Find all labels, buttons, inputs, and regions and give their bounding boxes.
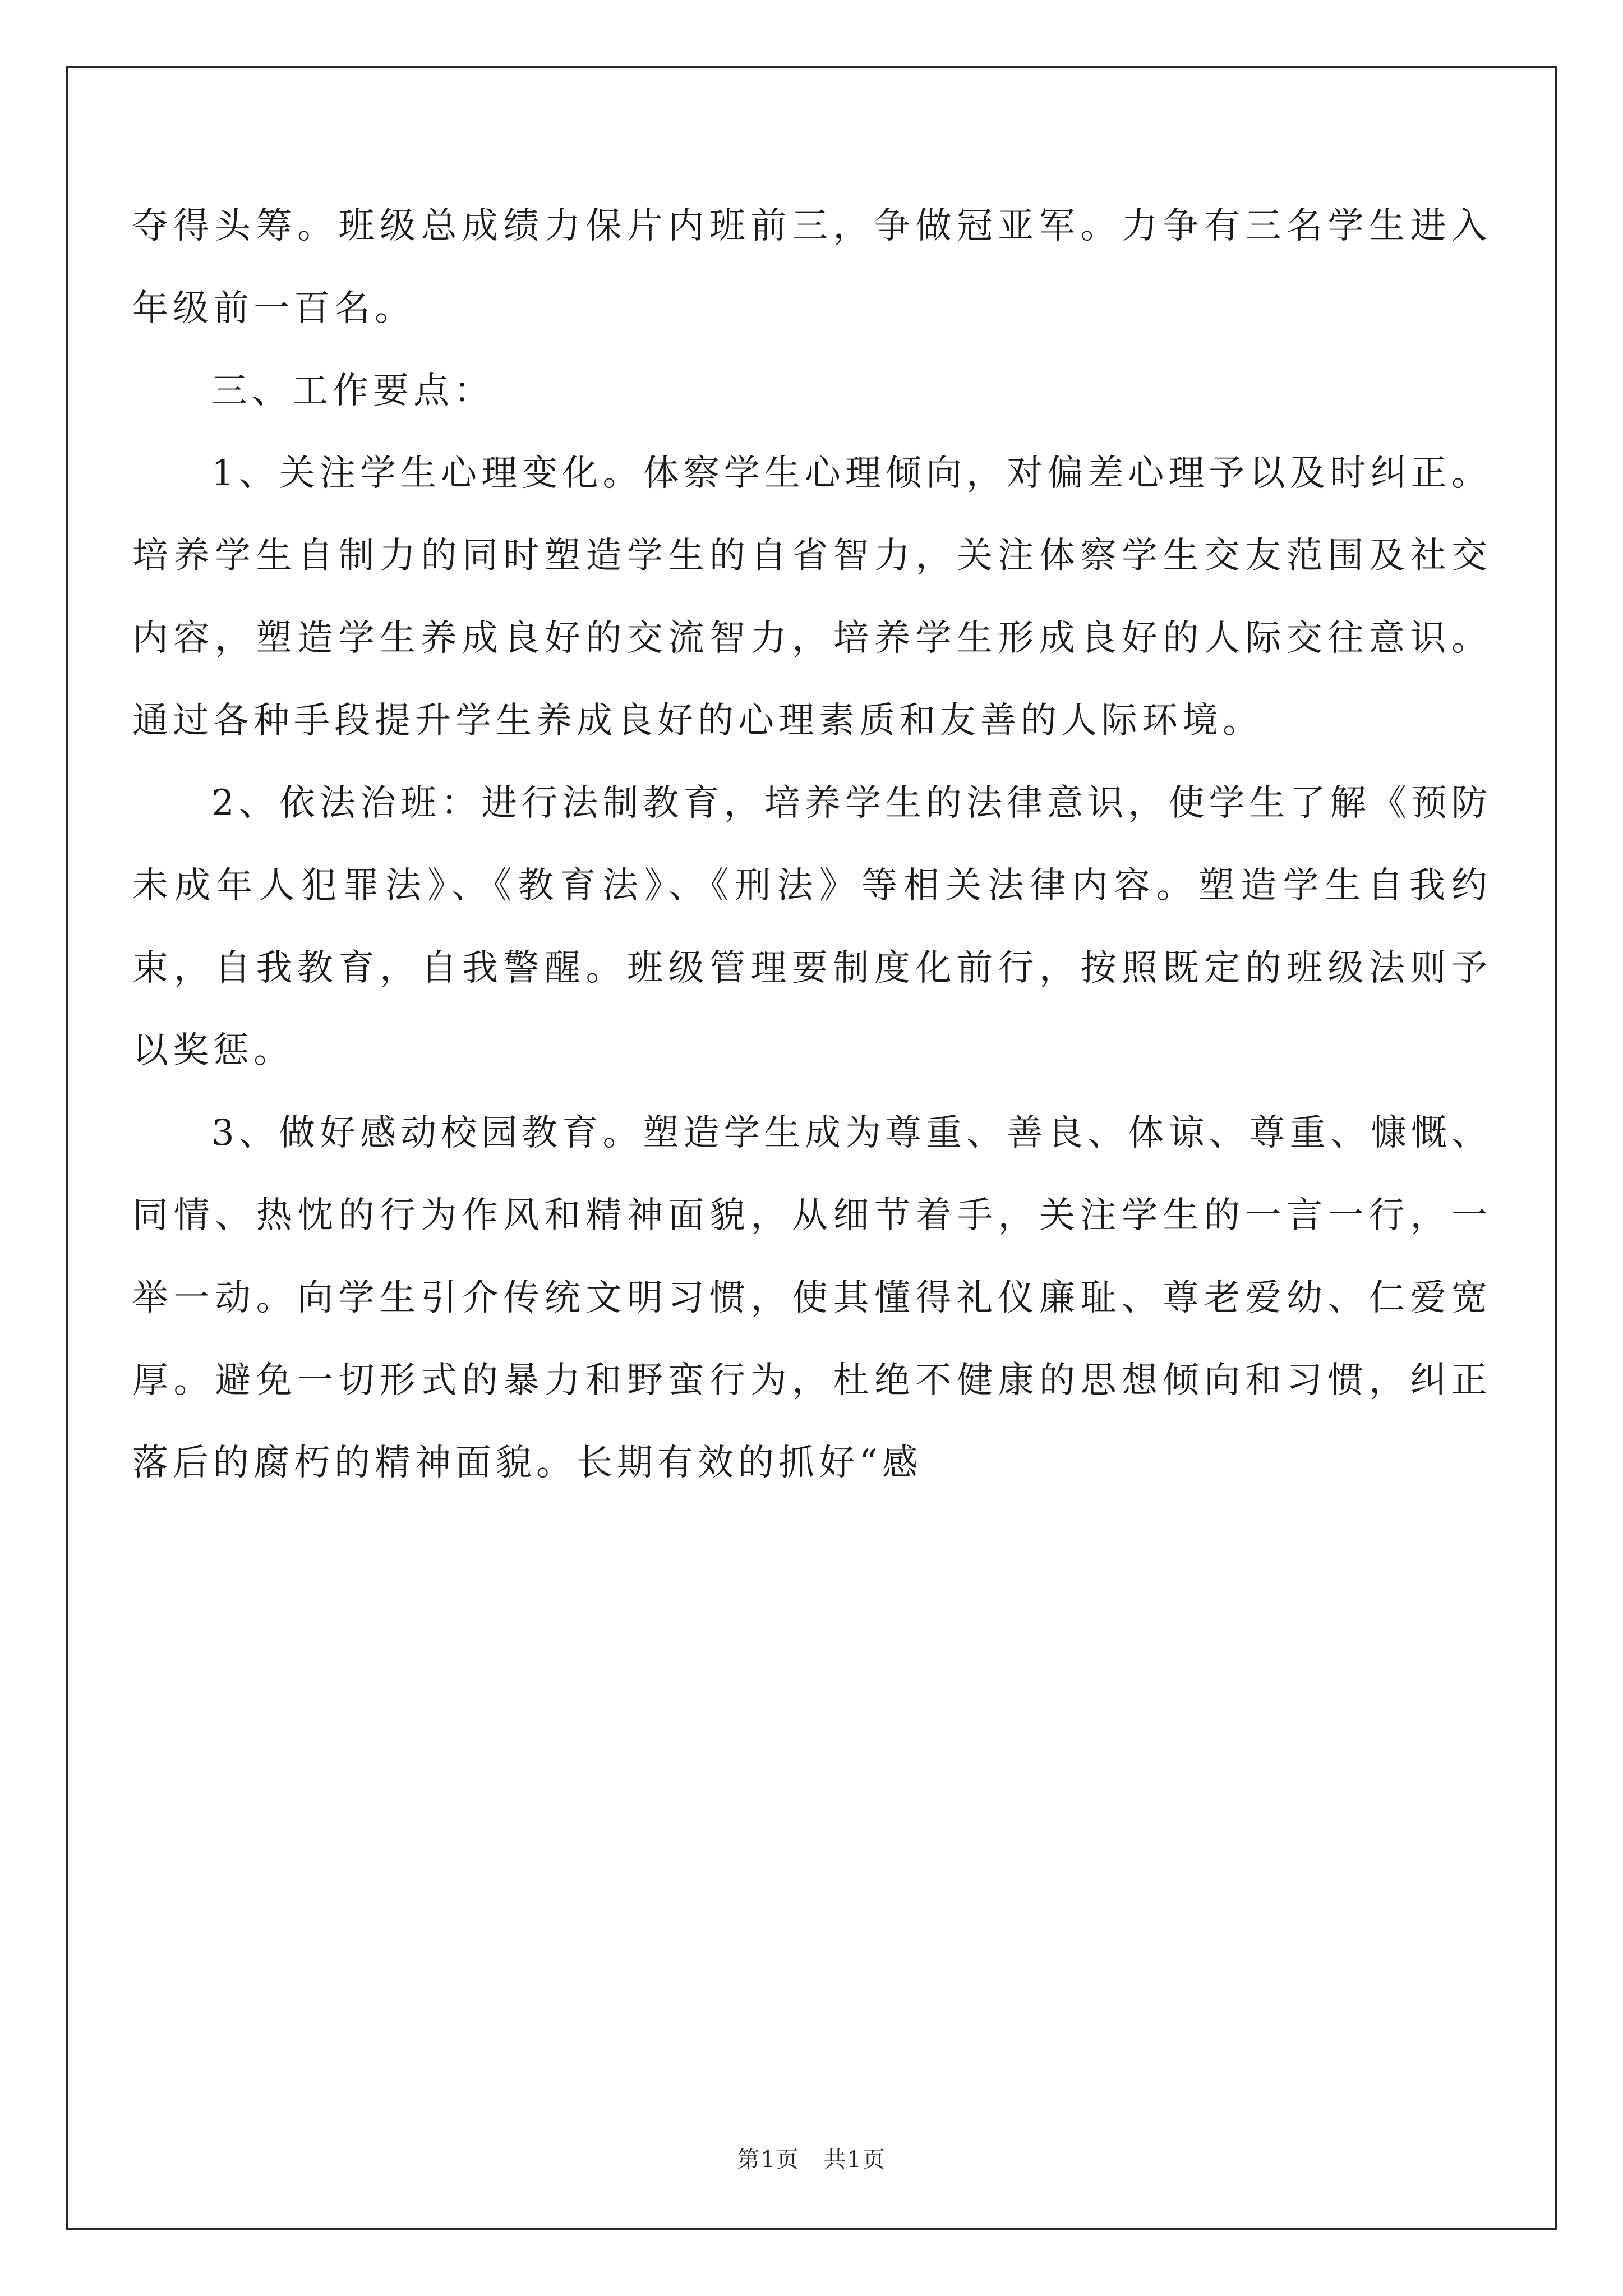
page-total: 共1页 [823,2147,886,2173]
paragraph-rule-of-law: 2、依法治班：进行法制教育，培养学生的法律意识，使学生了解《预防未成年人犯罪法》、《教育法》、《刑法》等相关法律内容。塑造学生自我约束，自我教育，自我警醒。班级管理要制度化前行，按照既定的班级法则予以奖惩。 [132,783,1492,1071]
page-number: 第1页 [737,2147,800,2173]
page-footer [0,2143,1623,2177]
paragraph-psychology: 1、关注学生心理变化。体察学生心理倾向，对偏差心理予以及时纠正。培养学生自制力的同时塑造学生的自省智力，关注体察学生交友范围及社交内容，塑造学生养成良好的交流智力，培养学生形成良好的人际交往意识。通过各种手段提升学生养成良好的心理素质和友善的人际环境。 [132,453,1492,742]
paragraph-1: 夺得头筹。班级总成绩力保片内班前三，争做冠亚军。力争有三名学生进入年级前一百名。 [132,205,1492,329]
paragraph-campus-education: 3、做好感动校园教育。塑造学生成为尊重、善良、体谅、尊重、慷慨、同情、热忱的行为作风和精神面貌，从细节着手，关注学生的一言一行，一举一动。向学生引介传统文明习惯，使其懂得礼仪廉耻、尊老爱幼、仁爱宽厚。避免一切形式的暴力和野蛮行为，杜绝不健康的思想倾向和习惯，纠正落后的腐朽的精神面貌。长期有效的抓好“感 [132,1112,1492,1484]
document-body [132,185,1492,1504]
section-heading-work-points: 三、工作要点： [211,370,494,412]
